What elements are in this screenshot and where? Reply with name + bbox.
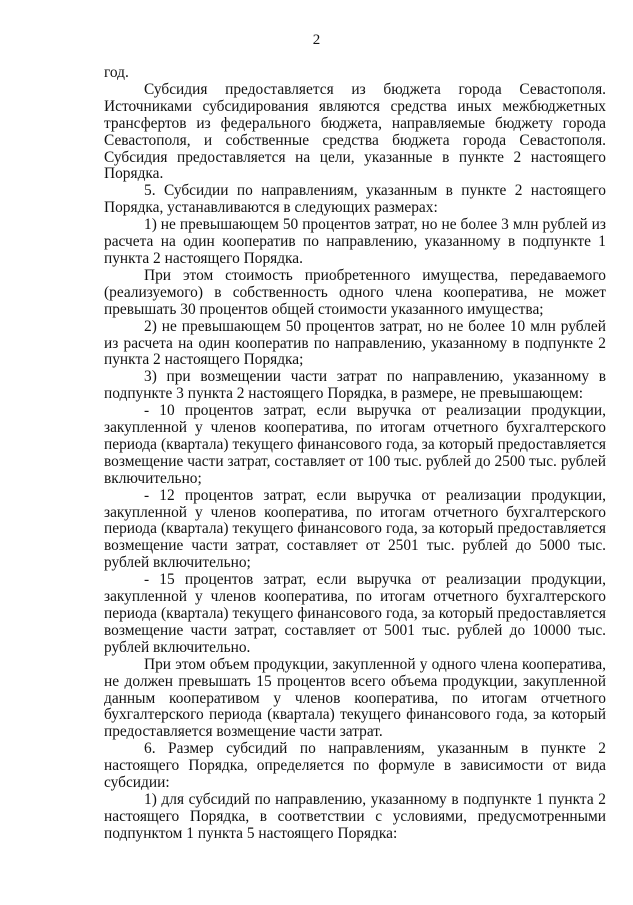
paragraph-rate-15: - 15 процентов затрат, если выручка от реализации продукции, закупленной у членов кооператива, по итогам отчетного бухгалтерского периода (квартала) текущего финансового года, за который предоставляется возмещение части затрат, составляет от 5001 тыс. рублей до 10000 тыс. рублей включительно.: [104, 571, 606, 656]
paragraph-item-5-1: 1) не превышающем 50 процентов затрат, но не более 3 млн рублей из расчета на один кооператив по направлению, указанному в подпункте 1 пункта 2 настоящего Порядка.: [104, 216, 606, 267]
paragraph-item-6: 6. Размер субсидий по направлениям, указанным в пункте 2 настоящего Порядка, определяется по формуле в зависимости от вида субсидии:: [104, 740, 606, 792]
paragraph-property-limit: При этом стоимость приобретенного имущества, передаваемого (реализуемого) в собственность одного члена кооператива, не может превышать 30 процентов общей стоимости указанного имущества;: [104, 266, 606, 318]
paragraph-rate-10: - 10 процентов затрат, если выручка от реализации продукции, закупленной у членов кооператива, по итогам отчетного бухгалтерского периода (квартала) текущего финансового года, за который предоставляется возмещение части затрат, составляет от 100 тыс. рублей до 2500 тыс. рублей включительно;: [104, 402, 606, 487]
paragraph-volume-limit: При этом объем продукции, закупленной у одного члена кооператива, не должен превышать 15 процентов всего объема продукции, закупленной данным кооперативом у членов кооператива, по итогам отчетного бухгалтерского периода (квартала) текущего финансового года, за который предоставляется возмещение части затрат.: [104, 655, 606, 741]
paragraph-item-6-1: 1) для субсидий по направлению, указанному в подпункте 1 пункта 2 настоящего Порядка, в соответствии с условиями, предусмотренными подпунктом 1 пункта 5 настоящего Порядка:: [104, 790, 606, 842]
paragraph-subsidy-source: Субсидия предоставляется из бюджета города Севастополя. Источниками субсидирования являются средства иных межбюджетных трансфертов из федерального бюджета, направляемые бюджету города Севастополя, и собственные средства бюджета города Севастополя. Субсидия предоставляется на цели, указанные в пункте 2 настоящего Порядка.: [104, 80, 606, 183]
paragraph-rate-12: - 12 процентов затрат, если выручка от реализации продукции, закупленной у членов кооператива, по итогам отчетного бухгалтерского периода (квартала) текущего финансового года, за который предоставляется возмещение части затрат, составляет от 2501 тыс. рублей до 5000 тыс. рублей включительно;: [104, 486, 606, 572]
paragraph-item-5: 5. Субсидии по направлениям, указанным в пункте 2 настоящего Порядка, устанавливаются в следующих размерах:: [104, 182, 606, 217]
paragraph-item-5-2: 2) не превышающем 50 процентов затрат, но не более 10 млн рублей из расчета на один кооператив по направлению, указанному в подпункте 2 пункта 2 настоящего Порядка;: [104, 317, 606, 369]
page-number: 2: [312, 32, 321, 48]
paragraph-continuation: год.: [104, 64, 129, 81]
document-body: [104, 65, 606, 843]
paragraph-item-5-3: 3) при возмещении части затрат по направлению, указанному в подпункте 3 пункта 2 настоящего Порядка, в размере, не превышающем:: [104, 368, 606, 403]
